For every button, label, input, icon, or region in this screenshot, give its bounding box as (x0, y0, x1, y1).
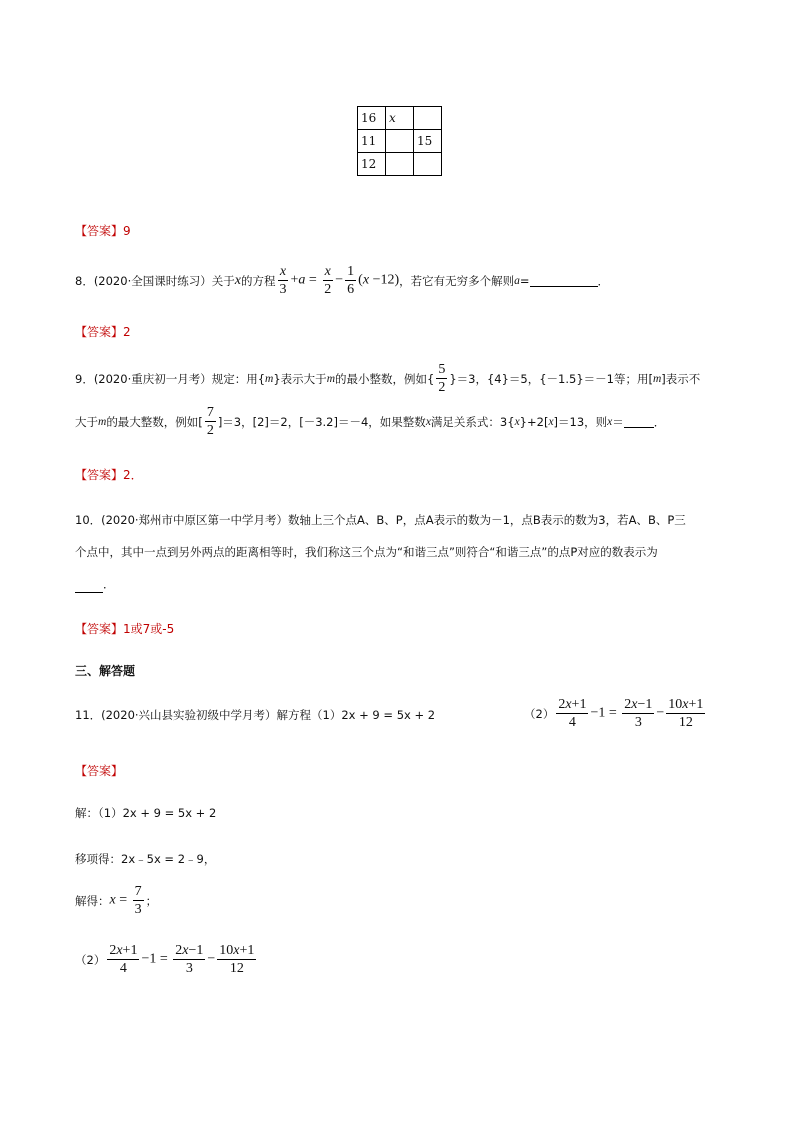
q9-blank (624, 415, 654, 428)
q8-mid: 的方程 (240, 273, 276, 288)
answer-label: 【答案】 (75, 224, 124, 238)
answer-label: 【答案】 (75, 468, 124, 482)
grid-cell: 15 (414, 130, 442, 153)
q8-suffix: ，若它有无穷多个解则 (399, 273, 515, 288)
grid-cell (414, 153, 442, 176)
q9-m: m (98, 415, 107, 428)
question-9-line-1 (75, 362, 700, 395)
grid-cell: 12 (358, 153, 386, 176)
answer-label: 【答案】 (75, 325, 124, 339)
q8-a: a (514, 274, 520, 287)
number-grid (357, 106, 442, 176)
q9-x: x (514, 415, 520, 428)
q8-eq: = (519, 273, 530, 288)
answer-value: 1或7或-5 (123, 622, 175, 636)
sol-part2-label: （2） (75, 952, 106, 967)
solution-part-2 (75, 943, 258, 976)
question-10-line-1: 10．(2020·郑州市中原区第一中学月考）数轴上三个点A、B、P，点A表示的数为－1，点B表示的数为3，若A、B、P三 (75, 513, 686, 527)
answer-value: 9 (123, 224, 131, 238)
q9-x: x (607, 415, 613, 428)
answer-label: 【答案】 (75, 622, 124, 636)
q9-text: ]表示不 (661, 371, 701, 386)
q9-end: ． (653, 414, 666, 429)
question-11: 11．(2020·兴山县实验初级中学月考）解方程（1）2x + 9 = 5x + 2 (75, 708, 436, 722)
q9-text: }+2[ (519, 414, 549, 429)
q9-text: 的最大整数，例如[ (106, 414, 203, 429)
sol-part2-equation: $\frac{2x+1}{4}$ −1 = $\frac{2x-1}{3}$ − $\frac{10x+1}{12}$ (109, 943, 255, 976)
q9-m: m (326, 372, 335, 385)
question-9-line-2 (75, 405, 665, 438)
q9-text: }＝3，{4}＝5，{－1.5}＝－1等；用[ (449, 371, 653, 386)
answer-9 (75, 466, 143, 483)
question-10-line-2: 个点中，其中一点到另外两点的距离相等时，我们称这三个点为“和谐三点”则符合“和谐三点”的点P对应的数表示为 (75, 545, 658, 559)
grid-cell (386, 153, 414, 176)
q8-equation: $\frac{x}{3}$ +a = $\frac{x}{2}$ − $\frac{1}{6}$ (x −12) (279, 264, 400, 297)
q9-text: }表示大于 (273, 371, 327, 386)
q9-frac-5-2: $\frac{5}{2}$ (438, 362, 446, 395)
sol-label: 解得： (75, 893, 110, 908)
q8-end: ． (597, 273, 610, 288)
question-11-part-2 (524, 697, 707, 730)
answer-11: 【答案】 (75, 764, 124, 778)
q9-text: 满足关系式：3{ (430, 414, 515, 429)
question-10-line-3 (75, 575, 115, 593)
answer-value: 2． (123, 468, 143, 482)
q8-prefix: 8．(2020·全国课时练习）关于 (75, 273, 235, 288)
q10-end: ． (103, 577, 115, 591)
grid-cell: x (386, 107, 414, 130)
q9-text: 的最小整数，例如{ (335, 371, 435, 386)
solution-line-2: 移项得：2x﹣5x = 2﹣9， (75, 852, 216, 866)
grid-cell: 16 (358, 107, 386, 130)
q9-frac-7-2: $\frac{7}{2}$ (206, 405, 214, 438)
q8-blank (530, 274, 598, 287)
solution-line-3 (75, 884, 157, 917)
q11-part2-label: （2） (524, 706, 555, 721)
grid-cell (414, 107, 442, 130)
q11-part2-equation: $\frac{2x+1}{4}$ −1 = $\frac{2x-1}{3}$ − $\frac{10x+1}{12}$ (558, 697, 704, 730)
q8-var: x (234, 272, 241, 288)
section-heading: 三、解答题 (75, 664, 136, 678)
answer-7 (75, 222, 131, 239)
q9-text: 9．(2020·重庆初一月考）规定：用{ (75, 371, 266, 386)
q9-x: x (548, 415, 554, 428)
q9-text: ]＝13，则 (553, 414, 608, 429)
q9-x: x (425, 415, 431, 428)
q9-text: ]＝3，[2]＝2，[－3.2]＝－4，如果整数 (217, 414, 426, 429)
question-8 (75, 264, 609, 297)
q9-text: 大于 (75, 414, 98, 429)
sol-result: x = $\frac{7}{3}$ (109, 884, 142, 917)
q10-blank (75, 580, 103, 593)
q9-m: m (652, 372, 662, 385)
grid-cell (386, 130, 414, 153)
answer-10 (75, 620, 174, 637)
sol-end: ； (145, 893, 158, 908)
q9-m: m (265, 372, 274, 385)
grid-cell: 11 (358, 130, 386, 153)
q9-text: ＝ (612, 414, 624, 429)
answer-value: 2 (123, 325, 131, 339)
solution-line-1: 解：（1）2x + 9 = 5x + 2 (75, 806, 217, 820)
answer-8 (75, 323, 131, 340)
